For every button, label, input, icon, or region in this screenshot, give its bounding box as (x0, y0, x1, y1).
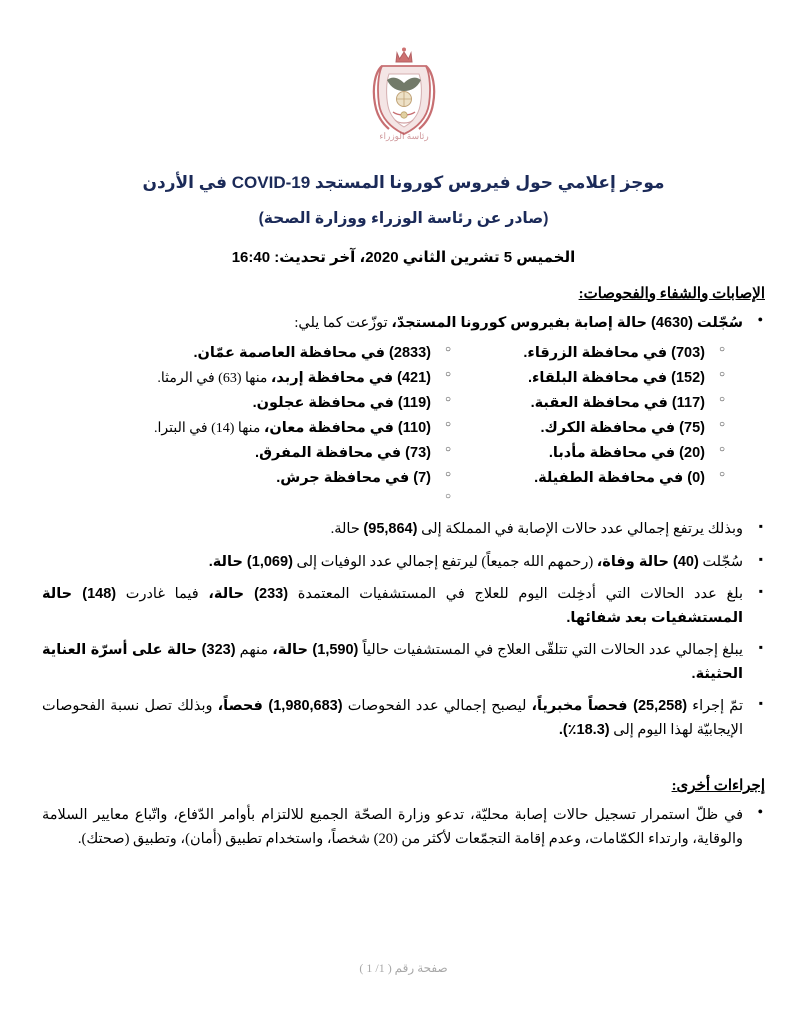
governorate-item (157, 366, 451, 391)
governorate-column-left (451, 341, 735, 509)
governorate-name: في محافظة إربد، (270, 370, 398, 387)
stat-value: (323) حالة على أسرّة العناية الحثيثة. (42, 642, 743, 682)
stat-value: (148) حالة المستشفيات بعد شفائها. (42, 586, 743, 626)
governorate-count: (2833) (389, 344, 431, 361)
stat-value: (25,258) فحصاً مخبرياً، (531, 698, 688, 715)
governorate-name: في محافظة البلقاء. (527, 369, 672, 386)
emblem-caption-text: رئاسة الوزراء (378, 131, 429, 141)
stat-text: فيما غادرت (116, 586, 209, 603)
governorate-name: في محافظة عجلون. (252, 395, 398, 412)
stat-value: (1,590) حالة، (272, 642, 359, 659)
stat-value: (233) حالة، (208, 586, 289, 603)
cases-intro-prefix: سُجّلت (692, 314, 743, 331)
governorate-item (154, 416, 451, 441)
governorate-count: (20) (679, 444, 705, 461)
governorate-name: في محافظة العقبة. (530, 394, 672, 411)
stat-currently-treated (42, 639, 765, 686)
section-heading-cases: الإصابات والشفاء والفحوصات: (578, 285, 765, 302)
governorate-count: (152) (671, 369, 705, 386)
governorate-sub: منها (63) في الرمثا. (157, 371, 271, 387)
governorate-item (451, 341, 725, 366)
stat-deaths (42, 551, 765, 574)
governorate-name: في محافظة المفرق. (255, 445, 406, 462)
stat-text: تمّ إجراء (687, 698, 743, 715)
governorate-sub: منها (14) في البترا. (154, 421, 264, 437)
cases-intro-list (42, 312, 765, 335)
governorate-name: في محافظة مأدبا. (548, 444, 680, 461)
governorate-count: (73) (405, 445, 431, 462)
section-heading-other: إجراءات أخرى: (671, 778, 765, 795)
governorate-item (451, 466, 725, 491)
governorate-item (175, 441, 451, 466)
governorate-count: (119) (397, 395, 431, 412)
governorate-item (175, 391, 451, 416)
stat-value: (95,864) (363, 521, 418, 538)
stat-tests (42, 695, 765, 742)
stat-text: سُجّلت (698, 553, 743, 570)
governorate-item (451, 416, 725, 441)
emblem-container (42, 0, 765, 150)
governorate-count: (0) (687, 469, 705, 486)
governorate-item (451, 441, 725, 466)
stat-text: حالة. (330, 521, 364, 538)
governorate-count: (7) (413, 470, 431, 487)
jordan-coat-of-arms-icon (365, 44, 443, 142)
cases-intro-suffix: حالة إصابة بفيروس كورونا المستجدّ، (391, 314, 652, 331)
stat-text: منهم (235, 642, 273, 659)
cases-intro-count: (4630) (651, 314, 693, 331)
governorate-item (451, 391, 725, 416)
stat-value: (1,980,683) فحصاً، (217, 698, 343, 715)
page-subtitle: (صادر عن رئاسة الوزراء ووزارة الصحة) (258, 209, 549, 227)
stat-total-cases (42, 518, 765, 541)
stat-value: (40) حالة وفاة، (596, 553, 699, 570)
governorate-item (175, 466, 451, 491)
page-title: موجز إعلامي حول فيروس كورونا المستجد COVID-19 في الأردن (142, 173, 665, 192)
stat-text: بلغ عدد الحالات التي أدخِلت اليوم للعلاج في المستشفيات المعتمدة (288, 586, 743, 603)
stat-text: وبذلك تصل نسبة الفحوصات الإيجابيّة لهذا اليوم إلى (42, 698, 743, 738)
governorate-item (451, 366, 725, 391)
page-footer: صفحة رقم ( 1/ 1 ) (359, 961, 448, 975)
stat-value: (18.3٪). (558, 721, 610, 738)
governorate-item (175, 341, 451, 366)
governorate-count: (75) (679, 419, 705, 436)
measure-item (42, 804, 765, 851)
cases-intro-tail: توزّعت كما يلي: (294, 314, 392, 331)
governorate-name: في محافظة العاصمة عمّان. (193, 344, 390, 361)
governorate-count: (117) (671, 394, 705, 411)
stat-text: يبلغ إجمالي عدد الحالات التي تتلقّى العلاج في المستشفيات حالياً (358, 642, 744, 659)
stat-admitted-discharged (42, 583, 765, 630)
governorate-count: (110) (397, 420, 431, 437)
governorate-name: في محافظة معان، (263, 420, 398, 437)
date-line: الخميس 5 تشرين الثاني 2020، آخر تحديث: 16:40 (231, 248, 576, 266)
stat-text: (رحمهم الله جميعاً) ليرتفع إجمالي عدد الوفيات إلى (292, 553, 597, 570)
cases-intro-item (42, 312, 765, 335)
governorate-breakdown (42, 341, 765, 509)
governorate-name: في محافظة الطفيلة. (534, 469, 688, 486)
stat-text: وبذلك يرتفع إجمالي عدد حالات الإصابة في المملكة إلى (417, 521, 743, 538)
other-measures-list (42, 804, 765, 851)
stat-text: ليصبح إجمالي عدد الفحوصات (342, 698, 532, 715)
governorate-count: (421) (397, 370, 431, 387)
governorate-column-right (154, 341, 451, 509)
governorate-name: في محافظة جرش. (276, 470, 414, 487)
governorate-empty-bullet (175, 491, 451, 509)
stat-value: (1,069) حالة. (208, 553, 293, 570)
statistics-list (42, 518, 765, 742)
governorate-count: (703) (671, 344, 705, 361)
measure-text: في ظلّ استمرار تسجيل حالات إصابة محليّة، تدعو وزارة الصحّة الجميع للالتزام بأوامر الدّفاع، واتّباع معايير السلامة والوقاية، وارتداء الكمّامات، وعدم إقامة التجمّعات لأكثر من (20) شخصاً، واستخدام تطبيق (أمان)، وتطبيق (صحتك). (42, 807, 743, 847)
governorate-name: في محافظة الزرقاء. (523, 344, 672, 361)
governorate-name: في محافظة الكرك. (540, 419, 680, 436)
